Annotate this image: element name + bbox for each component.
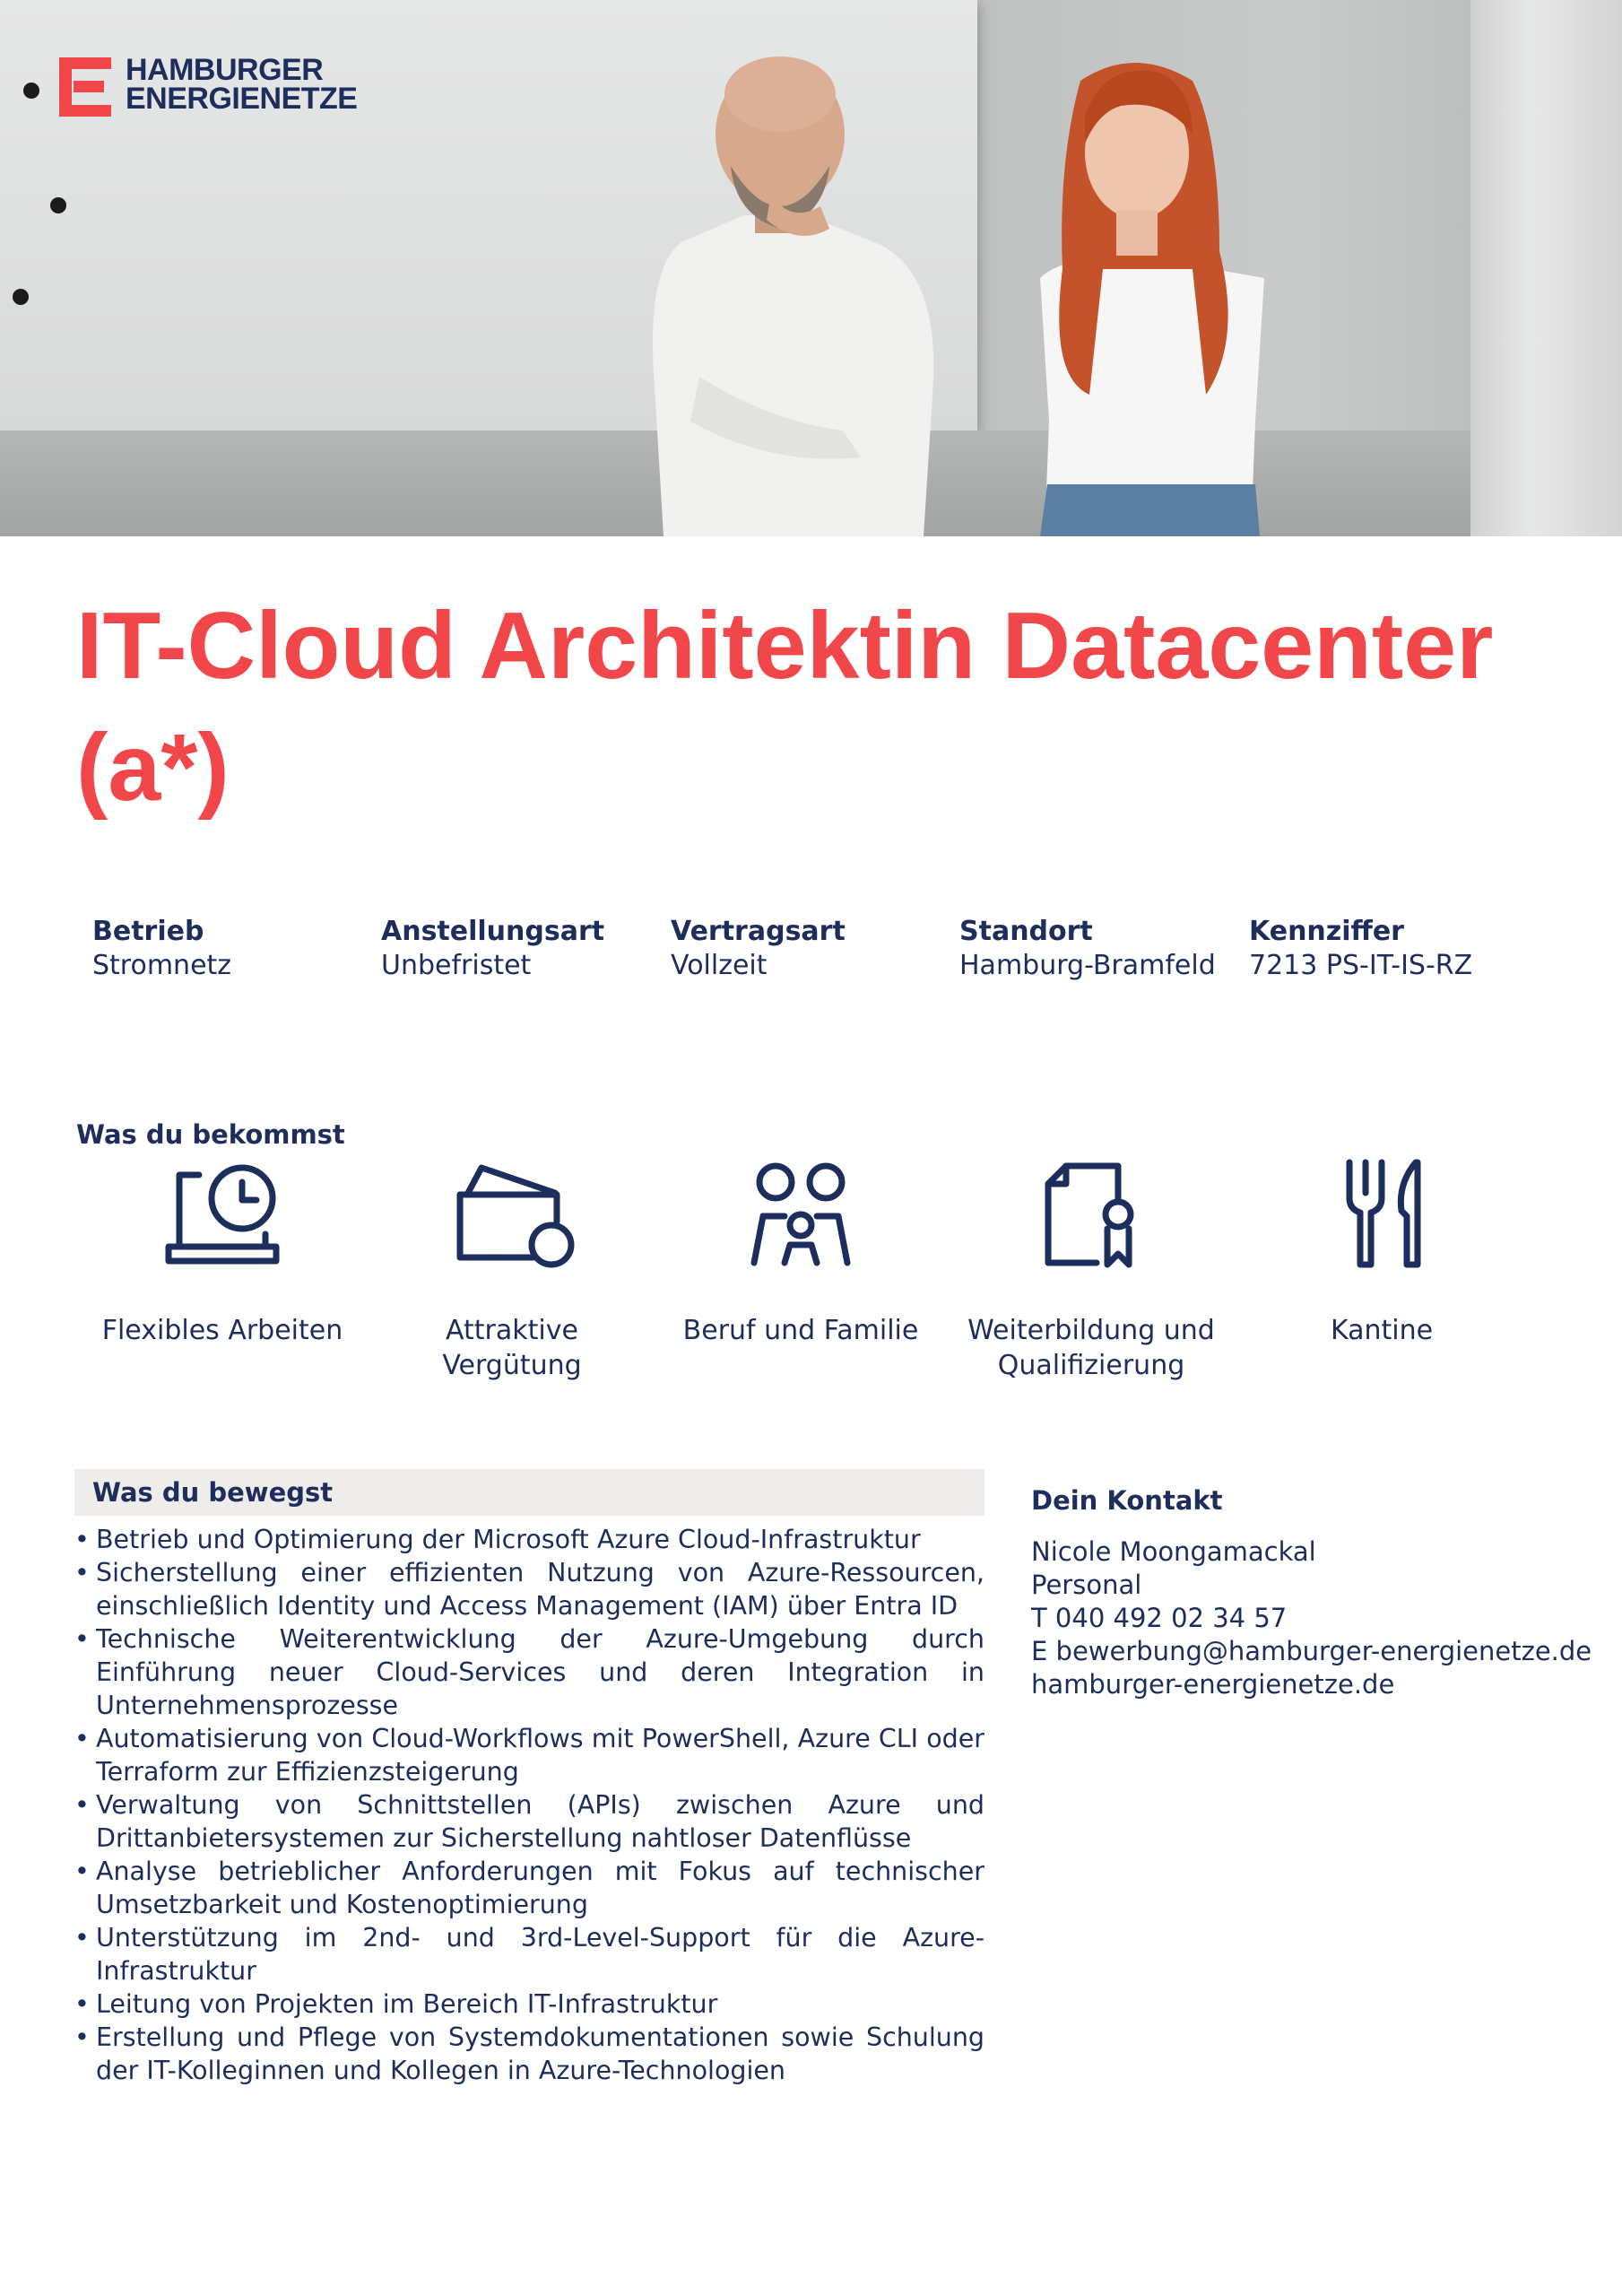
logo-mark-icon bbox=[56, 57, 115, 117]
wallet-coin-icon bbox=[449, 1157, 575, 1274]
company-logo bbox=[56, 53, 396, 127]
man-figure bbox=[653, 57, 933, 536]
benefit-label-line-1: Beruf und Familie bbox=[682, 1315, 919, 1346]
contact-section bbox=[1031, 1485, 1605, 1701]
fork-knife-icon bbox=[1319, 1157, 1444, 1274]
logo-line-1: HAMBURGER bbox=[126, 53, 324, 87]
benefit-label-line-1: Weiterbildung und bbox=[967, 1315, 1215, 1346]
benefit-beruf-und-familie bbox=[657, 1157, 944, 1348]
woman-figure bbox=[1040, 63, 1264, 536]
fact-anstellungsart bbox=[381, 915, 668, 983]
benefit-label bbox=[1238, 1313, 1525, 1348]
list-item: • Verwaltung von Schnittstellen (APIs) zwischen Azure und Drittanbietersystemen zur Sicherstellung nahtloser Datenflüsse bbox=[74, 1788, 984, 1855]
benefit-kantine bbox=[1238, 1157, 1525, 1348]
fact-label: Betrieb bbox=[92, 916, 204, 947]
contact-email[interactable]: E bewerbung@hamburger-energienetze.de bbox=[1031, 1636, 1592, 1666]
fact-label: Anstellungsart bbox=[381, 916, 605, 947]
fact-standort bbox=[959, 915, 1246, 983]
fact-label: Standort bbox=[959, 916, 1093, 947]
list-item: • Technische Weiterentwicklung der Azure-Umgebung durch Einführung neuer Cloud-Services und deren Integration in Unternehmensprozesse bbox=[74, 1622, 984, 1722]
tasks-section bbox=[74, 1469, 984, 2087]
benefit-label bbox=[369, 1313, 655, 1383]
fact-value: Hamburg-Bramfeld bbox=[959, 950, 1216, 981]
list-item: • Automatisierung von Cloud-Workflows mit PowerShell, Azure CLI oder Terraform zur Effizienzsteigerung bbox=[74, 1722, 984, 1788]
benefit-label-line-1: Kantine bbox=[1330, 1315, 1434, 1346]
benefit-flexibles-arbeiten bbox=[79, 1157, 366, 1348]
fact-value: Vollzeit bbox=[671, 950, 768, 981]
hero-image bbox=[0, 0, 1622, 536]
benefit-label-line-1: Attraktive bbox=[446, 1315, 578, 1346]
logo-wordmark bbox=[126, 53, 358, 116]
tasks-list bbox=[74, 1523, 984, 2087]
list-item: • Leitung von Projekten im Bereich IT-Infrastruktur bbox=[74, 1987, 984, 2021]
job-title bbox=[76, 585, 1583, 829]
list-item: • Analyse betrieblicher Anforderungen mit Fokus auf technischer Umsetzbarkeit und Kostenoptimierung bbox=[74, 1855, 984, 1921]
family-icon bbox=[738, 1157, 863, 1274]
laptop-clock-icon bbox=[160, 1157, 285, 1274]
list-item: • Betrieb und Optimierung der Microsoft Azure Cloud-Infrastruktur bbox=[74, 1523, 984, 1556]
fact-value: Stromnetz bbox=[92, 950, 232, 981]
contact-heading: Dein Kontakt bbox=[1031, 1485, 1223, 1516]
fact-betrieb bbox=[92, 915, 379, 983]
contact-department: Personal bbox=[1031, 1570, 1142, 1600]
job-title-line-1: IT-Cloud Architektin Datacenter bbox=[76, 593, 1494, 699]
benefit-label-line-2: Vergütung bbox=[442, 1350, 582, 1381]
fact-label: Kennziffer bbox=[1249, 916, 1404, 947]
benefit-label bbox=[657, 1313, 944, 1348]
benefits-row bbox=[76, 1157, 1547, 1399]
benefit-label-line-1: Flexibles Arbeiten bbox=[101, 1315, 343, 1346]
job-title-line-2: (a*) bbox=[76, 715, 230, 821]
fact-value: Unbefristet bbox=[381, 950, 532, 981]
benefit-label bbox=[948, 1313, 1235, 1383]
benefit-label bbox=[79, 1313, 366, 1348]
benefit-weiterbildung bbox=[948, 1157, 1235, 1383]
tasks-heading: Was du bewegst bbox=[74, 1469, 984, 1516]
logo-line-2: ENERGIENETZE bbox=[126, 82, 358, 116]
list-item: • Unterstützung im 2nd- und 3rd-Level-Support für die Azure-Infrastruktur bbox=[74, 1921, 984, 1987]
fact-vertragsart bbox=[671, 915, 958, 983]
contact-website-link[interactable]: hamburger-energienetze.de bbox=[1031, 1669, 1395, 1700]
certificate-icon bbox=[1028, 1157, 1154, 1274]
benefit-attraktive-verguetung bbox=[369, 1157, 655, 1383]
contact-name: Nicole Moongamackal bbox=[1031, 1536, 1316, 1567]
fact-value: 7213 PS-IT-IS-RZ bbox=[1249, 950, 1473, 981]
list-item: • Sicherstellung einer effizienten Nutzung von Azure-Ressourcen, einschließlich Identity und Access Management (IAM) über Entra ID bbox=[74, 1556, 984, 1622]
contact-phone[interactable]: T 040 492 02 34 57 bbox=[1031, 1603, 1288, 1633]
fact-label: Vertragsart bbox=[671, 916, 846, 947]
benefit-label-line-2: Qualifizierung bbox=[997, 1350, 1185, 1381]
benefits-heading: Was du bekommst bbox=[76, 1119, 345, 1150]
fact-kennziffer bbox=[1249, 915, 1536, 983]
job-facts bbox=[92, 915, 1617, 987]
list-item: • Erstellung und Pflege von Systemdokumentationen sowie Schulung der IT-Kolleginnen und Kollegen in Azure-Technologien bbox=[74, 2021, 984, 2087]
